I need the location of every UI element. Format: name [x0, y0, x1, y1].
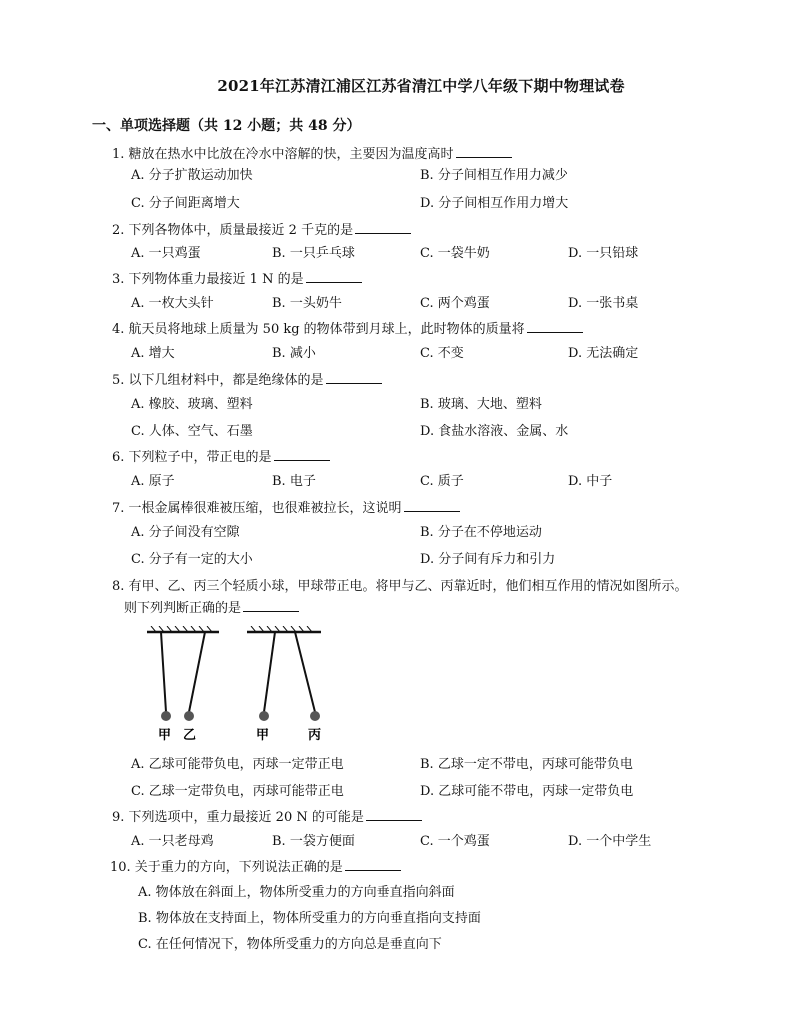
figure-label-jia: 甲	[256, 728, 270, 743]
string	[295, 632, 315, 712]
question-9-option-d: D. 一个中学生	[568, 834, 652, 849]
question-2-option-b: B. 一只乒乓球	[272, 246, 355, 261]
answer-blank	[355, 221, 411, 234]
question-5-option-b: B. 玻璃、大地、塑料	[420, 397, 542, 412]
question-4-option-b: B. 减小	[272, 346, 316, 361]
question-2-option-d: D. 一只铅球	[568, 246, 639, 261]
left-support	[147, 626, 219, 632]
question-6-option-c: C. 质子	[420, 474, 464, 489]
question-8-option-a: A. 乙球可能带负电，丙球一定带正电	[131, 757, 344, 772]
question-1-option-a: A. 分子扩散运动加快	[131, 168, 253, 183]
question-10-option-c: C. 在任何情况下，物体所受重力的方向总是垂直向下	[138, 937, 442, 952]
ball-yi	[184, 711, 194, 721]
question-8-stem: 8. 有甲、乙、丙三个轻质小球，甲球带正电。将甲与乙、丙靠近时，他们相互作用的情况如图所示。	[112, 579, 688, 594]
answer-blank	[306, 270, 362, 283]
question-5-option-a: A. 橡胶、玻璃、塑料	[131, 397, 253, 412]
question-4-stem: 4. 航天员将地球上质量为 50 kg 的物体带到月球上，此时物体的质量将	[112, 318, 583, 337]
question-9-stem: 9. 下列选项中，重力最接近 20 N 的可能是	[112, 806, 422, 825]
question-6-option-d: D. 中子	[568, 474, 613, 489]
question-9-option-a: A. 一只老母鸡	[131, 834, 214, 849]
question-6-option-a: A. 原子	[131, 474, 175, 489]
section-heading: 一、单项选择题（共 12 小题；共 48 分）	[92, 118, 361, 134]
question-6-option-b: B. 电子	[272, 474, 316, 489]
question-3-option-b: B. 一头奶牛	[272, 296, 342, 311]
question-7-option-c: C. 分子有一定的大小	[131, 552, 253, 567]
answer-blank	[456, 145, 512, 158]
ball-jia-right	[259, 711, 269, 721]
figure-label-yi: 乙	[183, 728, 197, 743]
document-title: 2021年江苏清江浦区江苏省清江中学八年级下期中物理试卷	[217, 77, 625, 95]
question-4-option-d: D. 无法确定	[568, 346, 639, 361]
answer-blank	[243, 599, 299, 612]
question-7-stem: 7. 一根金属棒很难被压缩，也很难被拉长，这说明	[112, 497, 460, 516]
question-4-option-a: A. 增大	[131, 346, 175, 361]
question-9-option-c: C. 一个鸡蛋	[420, 834, 490, 849]
question-1-stem: 1. 糖放在热水中比放在冷水中溶解的快，主要因为温度高时	[112, 143, 512, 162]
question-7-option-a: A. 分子间没有空隙	[131, 525, 240, 540]
answer-blank	[404, 499, 460, 512]
answer-blank	[345, 858, 401, 871]
question-3-stem: 3. 下列物体重力最接近 1 N 的是	[112, 268, 362, 287]
question-8-option-d: D. 乙球可能不带电，丙球一定带负电	[420, 784, 634, 799]
question-5-option-c: C. 人体、空气、石墨	[131, 424, 253, 439]
question-5-stem: 5. 以下几组材料中，都是绝缘体的是	[112, 369, 382, 388]
figure-label-bing: 丙	[308, 728, 322, 743]
answer-blank	[326, 371, 382, 384]
right-support	[247, 626, 321, 632]
question-10-option-b: B. 物体放在支持面上，物体所受重力的方向垂直指向支持面	[138, 911, 481, 926]
answer-blank	[274, 448, 330, 461]
string	[264, 632, 275, 712]
question-10-stem: 10. 关于重力的方向，下列说法正确的是	[110, 856, 401, 875]
ball-jia-left	[161, 711, 171, 721]
question-3-option-a: A. 一枚大头针	[131, 296, 214, 311]
question-8-option-c: C. 乙球一定带负电，丙球可能带正电	[131, 784, 344, 799]
question-2-stem: 2. 下列各物体中，质量最接近 2 千克的是	[112, 219, 411, 238]
question-8-option-b: B. 乙球一定不带电，丙球可能带负电	[420, 757, 633, 772]
figure-label-jia: 甲	[158, 728, 172, 743]
question-2-option-c: C. 一袋牛奶	[420, 246, 490, 261]
question-1-option-d: D. 分子间相互作用力增大	[420, 196, 569, 211]
string	[189, 632, 205, 712]
answer-blank	[366, 808, 422, 821]
question-4-option-c: C. 不变	[420, 346, 464, 361]
question-7-option-d: D. 分子间有斥力和引力	[420, 552, 556, 567]
question-1-option-b: B. 分子间相互作用力减少	[420, 168, 568, 183]
question-3-option-c: C. 两个鸡蛋	[420, 296, 490, 311]
question-9-option-b: B. 一袋方便面	[272, 834, 355, 849]
question-2-option-a: A. 一只鸡蛋	[131, 246, 201, 261]
ball-bing	[310, 711, 320, 721]
answer-blank	[527, 320, 583, 333]
question-7-option-b: B. 分子在不停地运动	[420, 525, 542, 540]
string	[161, 632, 166, 712]
question-8-stem-line2: 则下列判断正确的是	[124, 597, 299, 616]
question-10-option-a: A. 物体放在斜面上，物体所受重力的方向垂直指向斜面	[138, 885, 455, 900]
question-5-option-d: D. 食盐水溶液、金属、水	[420, 424, 569, 439]
question-1-option-c: C. 分子间距离增大	[131, 196, 240, 211]
pendulum-figure	[143, 626, 383, 746]
question-3-option-d: D. 一张书桌	[568, 296, 639, 311]
question-6-stem: 6. 下列粒子中，带正电的是	[112, 446, 330, 465]
